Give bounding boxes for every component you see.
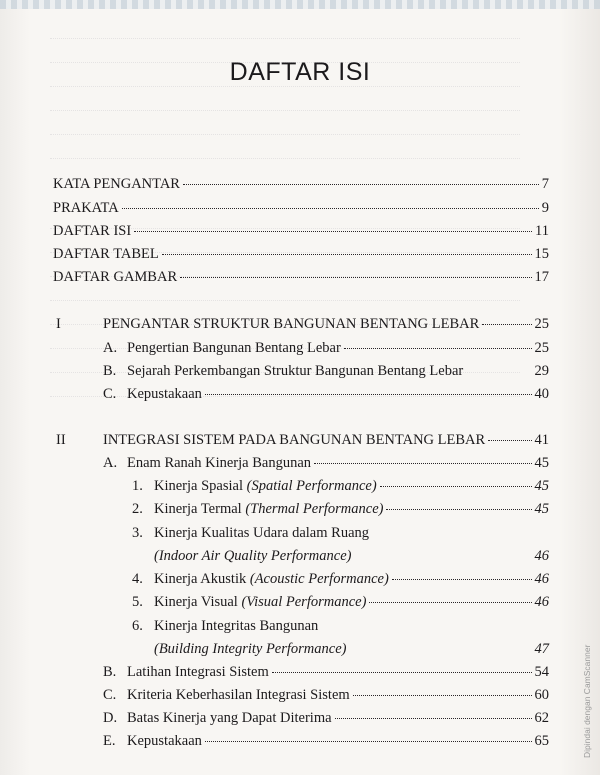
- toc-entry-label: Kinerja Visual: [154, 594, 238, 610]
- toc-entry: [53, 199, 549, 217]
- toc-subentry: [154, 500, 549, 518]
- top-edge-strip: [0, 0, 600, 9]
- toc-entry-page: 41: [534, 432, 549, 448]
- dot-leader: [122, 208, 539, 209]
- section-letter: A.: [103, 455, 118, 471]
- toc-entry-label: DAFTAR ISI: [53, 223, 132, 239]
- toc-entry-english: (Indoor Air Quality Performance): [154, 548, 352, 564]
- toc-entry-page: 15: [534, 246, 549, 262]
- dot-leader: [205, 394, 532, 395]
- dot-leader: [386, 509, 531, 510]
- dot-leader: [314, 463, 531, 464]
- toc-subentry-line1: [154, 617, 549, 635]
- toc-entry-page: 45: [534, 478, 549, 494]
- subsection-number: 5.: [132, 594, 143, 610]
- toc-entry-label: Kinerja Spasial: [154, 478, 243, 494]
- toc-entry-label: Kriteria Keberhasilan Integrasi Sistem: [127, 687, 350, 703]
- toc-entry-english: (Spatial Performance): [246, 478, 377, 494]
- dot-leader: [180, 277, 531, 278]
- subsection-number: 1.: [132, 478, 143, 494]
- toc-subentry: [154, 570, 549, 588]
- toc-entry-label: Kepustakaan: [127, 386, 202, 402]
- toc-entry-english: (Visual Performance): [241, 594, 367, 610]
- toc-entry: [127, 385, 549, 403]
- toc-entry-english: (Thermal Performance): [245, 501, 384, 517]
- subsection-number: 2.: [132, 501, 143, 517]
- toc-entry-label: PRAKATA: [53, 200, 119, 216]
- dot-leader: [272, 672, 532, 673]
- dot-leader: [380, 486, 532, 487]
- subsection-number: 6.: [132, 618, 143, 634]
- toc-entry-label: Kepustakaan: [127, 733, 202, 749]
- dot-leader: [488, 440, 531, 441]
- dot-leader: [162, 254, 532, 255]
- toc-entry: [127, 686, 549, 704]
- toc-entry-label: DAFTAR TABEL: [53, 246, 159, 262]
- toc-entry-label: Kinerja Kualitas Udara dalam Ruang: [154, 525, 370, 541]
- toc-entry-label: Batas Kinerja yang Dapat Diterima: [127, 710, 332, 726]
- toc-subentry: [154, 477, 549, 495]
- toc-entry-label: Pengertian Bangunan Bentang Lebar: [127, 340, 341, 356]
- toc-entry-page: 40: [534, 386, 549, 402]
- toc-entry-label: Kinerja Integritas Bangunan: [154, 618, 319, 634]
- section-letter: C.: [103, 687, 117, 703]
- toc-entry-page: 45: [534, 501, 549, 517]
- toc-entry: [127, 732, 549, 750]
- toc-entry-page: 46: [534, 548, 549, 564]
- dot-leader: [134, 231, 532, 232]
- toc-entry-page: 9: [541, 200, 549, 216]
- section-letter: C.: [103, 386, 117, 402]
- toc-entry-label: KATA PENGANTAR: [53, 176, 180, 192]
- subsection-number: 3.: [132, 525, 143, 541]
- section-letter: B.: [103, 664, 117, 680]
- chapter-title: INTEGRASI SISTEM PADA BANGUNAN BENTANG LEBAR: [103, 432, 486, 448]
- toc-entry-page: 17: [534, 269, 549, 285]
- dot-leader: [205, 741, 532, 742]
- page-title: DAFTAR ISI: [229, 58, 371, 86]
- section-letter: D.: [103, 710, 118, 726]
- dot-leader: [482, 324, 531, 325]
- chapter-title: PENGANTAR STRUKTUR BANGUNAN BENTANG LEBAR: [103, 316, 480, 332]
- dot-leader: [369, 602, 531, 603]
- toc-entry-page: 54: [534, 664, 549, 680]
- toc-entry-label: Sejarah Perkembangan Struktur Bangunan Bentang Lebar: [127, 363, 464, 379]
- toc-entry-page: 47: [534, 641, 549, 657]
- toc-entry: [127, 454, 549, 472]
- toc-entry-page: 65: [534, 733, 549, 749]
- toc-entry-page: 46: [534, 571, 549, 587]
- toc-subentry: [154, 593, 549, 611]
- toc-entry-page: 62: [534, 710, 549, 726]
- toc-entry-page: 11: [535, 223, 549, 239]
- toc-entry-page: 7: [541, 176, 549, 192]
- section-letter: A.: [103, 340, 118, 356]
- subsection-number: 4.: [132, 571, 143, 587]
- toc-entry: [53, 268, 549, 286]
- toc-entry: [127, 339, 549, 357]
- dot-leader: [344, 348, 532, 349]
- chapter-number: I: [56, 316, 61, 332]
- dot-leader: [392, 579, 532, 580]
- toc-entry-label: Kinerja Akustik: [154, 571, 247, 587]
- toc-entry-english: (Building Integrity Performance): [154, 641, 347, 657]
- toc-entry-page: 29: [534, 363, 549, 379]
- toc-subentry-line2: [154, 547, 549, 565]
- toc-entry: [127, 663, 549, 681]
- toc-entry: [53, 175, 549, 193]
- chapter-heading: [103, 315, 549, 333]
- toc-entry-label: Kinerja Termal: [154, 501, 242, 517]
- chapter-heading: [103, 431, 549, 449]
- toc-entry-page: 46: [534, 594, 549, 610]
- dot-leader: [183, 184, 539, 185]
- toc-entry-label: DAFTAR GAMBAR: [53, 269, 178, 285]
- toc-entry-page: 45: [534, 455, 549, 471]
- toc-entry: [127, 362, 549, 380]
- section-letter: E.: [103, 733, 116, 749]
- section-letter: B.: [103, 363, 117, 379]
- toc-entry-label: Latihan Integrasi Sistem: [127, 664, 269, 680]
- toc-entry-page: 25: [534, 340, 549, 356]
- dot-leader: [353, 695, 532, 696]
- toc-entry-english: (Acoustic Performance): [249, 571, 389, 587]
- toc-entry-page: 60: [534, 687, 549, 703]
- toc-entry: [127, 709, 549, 727]
- chapter-number: II: [56, 432, 66, 448]
- toc-entry: [53, 245, 549, 263]
- scanner-watermark: Dipindai dengan CamScanner: [582, 644, 592, 758]
- toc-entry-page: 25: [534, 316, 549, 332]
- dot-leader: [335, 718, 532, 719]
- toc-entry: [53, 222, 549, 240]
- toc-entry-label: Enam Ranah Kinerja Bangunan: [127, 455, 312, 471]
- toc-subentry-line2: [154, 640, 549, 658]
- toc-subentry-line1: [154, 524, 549, 542]
